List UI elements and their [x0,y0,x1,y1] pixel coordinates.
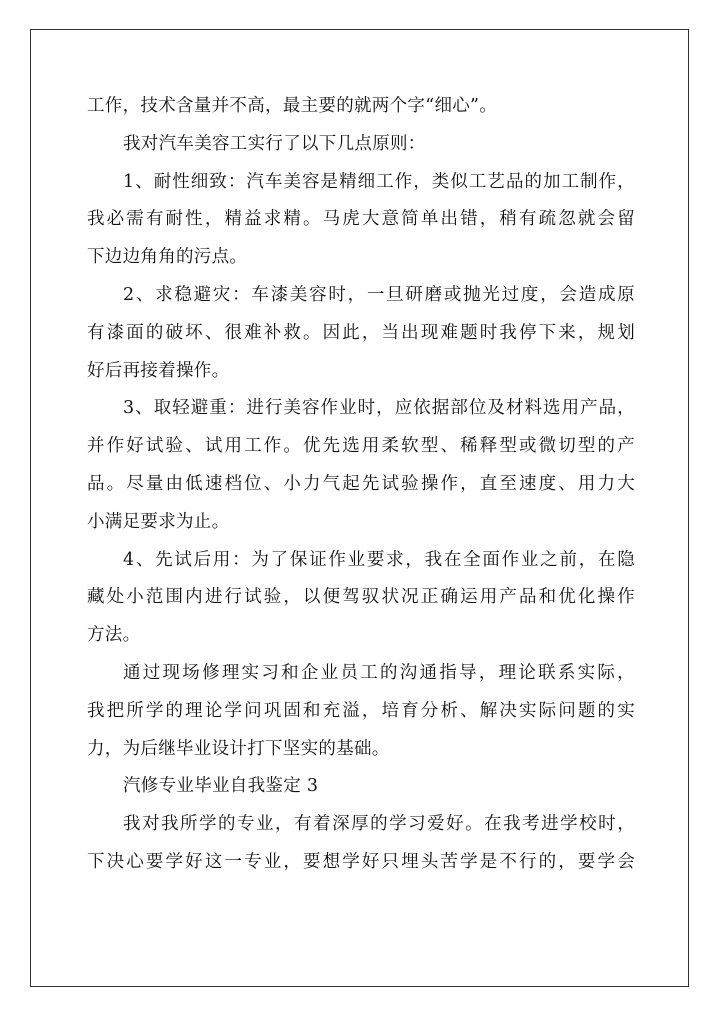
text-line: 我把所学的理论学问巩固和充溢，培育分析、解决实际问题的实 [87,700,635,721]
text-line: 方法。 [87,625,141,646]
text-line: 2、求稳避灾：车漆美容时，一旦研磨或抛光过度，会造成原 [123,284,635,305]
text-line: 下决心要学好这一专业，要想学好只埋头苦学是不行的，要学会 [87,851,635,872]
text-line: 我对我所学的专业，有着深厚的学习爱好。在我考进学校时， [123,814,635,835]
document-body [87,88,635,882]
section-heading: 汽修专业毕业自我鉴定 3 [123,776,319,797]
text-line: 4、先试后用：为了保证作业要求，我在全面作业之前，在隐 [123,549,635,570]
text-line: 并作好试验、试用工作。优先选用柔软型、稀释型或微切型的产 [87,436,635,457]
text-line: 3、取轻避重：进行美容作业时，应依据部位及材料选用产品， [123,398,635,419]
text-line: 好后再接着操作。 [87,360,230,381]
text-line: 我必需有耐性，精益求精。马虎大意简单出错，稍有疏忽就会留 [87,209,635,230]
text-line: 藏处小范围内进行试验，以便驾驭状况正确运用产品和优化操作 [87,587,635,608]
text-line: 有漆面的破坏、很难补救。因此，当出现难题时我停下来，规划 [87,322,635,343]
text-line: 我对汽车美容工实行了以下几点原则： [123,133,426,154]
text-line: 品。尽量由低速档位、小力气起先试验操作，直至速度、用力大 [87,473,635,494]
text-line: 力，为后继毕业设计打下坚实的基础。 [87,738,390,759]
text-line: 1、耐性细致：汽车美容是精细工作，类似工艺品的加工制作， [123,171,635,192]
text-line: 工作，技术含量并不高，最主要的就两个字“细心”。 [87,96,498,116]
text-line: 小满足要求为止。 [87,511,230,532]
text-line: 下边边角角的污点。 [87,247,248,268]
text-line: 通过现场修理实习和企业员工的沟通指导，理论联系实际， [123,662,635,683]
